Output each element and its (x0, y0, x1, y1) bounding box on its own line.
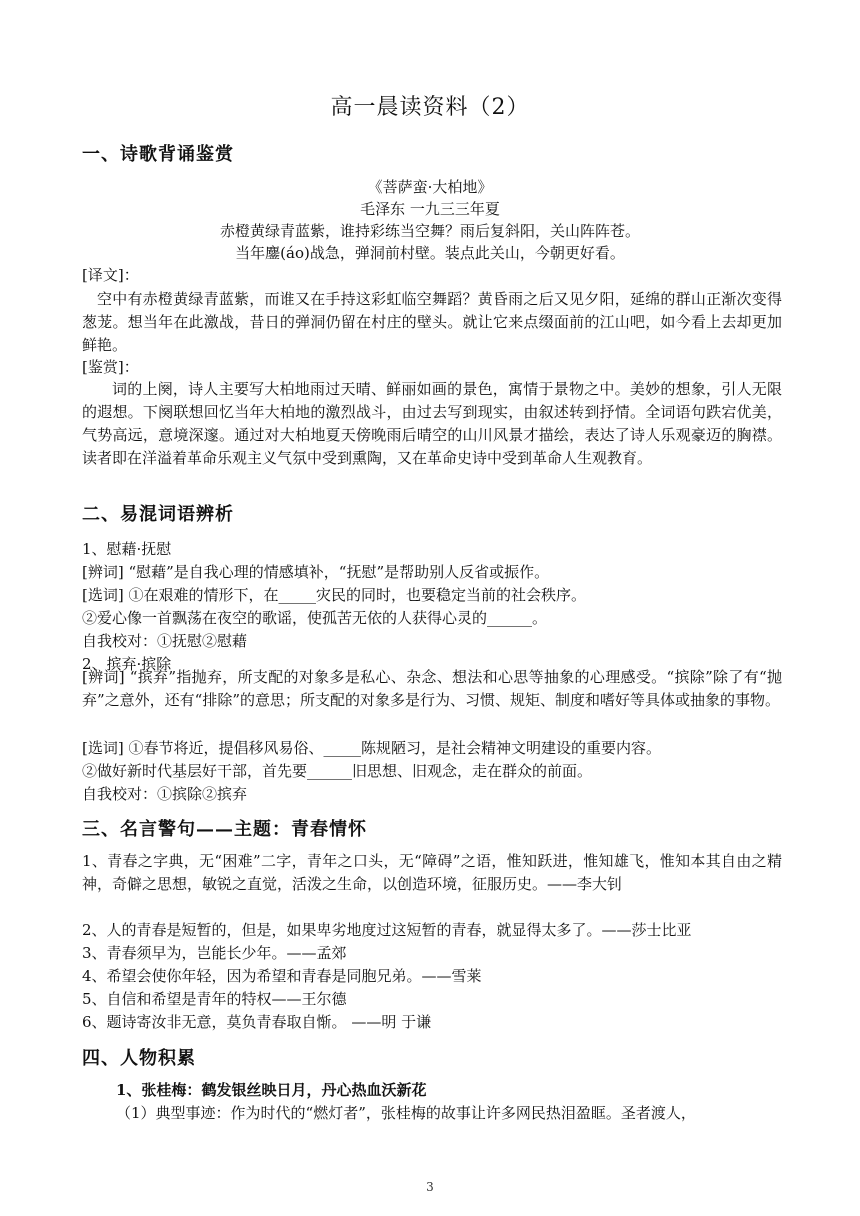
word-pair-2-bian: [辨词] “摈弃”指抛弃，所支配的对象多是私心、杂念、想法和心思等抽象的心理感受。“摈除”除了有“抛弃”之意外，还有“排除”的意思；所支配的对象多是行为、习惯、规矩、制度和嗜好等具体或抽象的事物。 (82, 668, 782, 709)
person-1-title: 1、张桂梅：鹤发银丝映日月，丹心热血沃新花 (116, 1081, 427, 1099)
page-title: 高一晨读资料（2） (330, 95, 530, 120)
appreciation-text: 词的上阕，诗人主要写大柏地雨过天晴、鲜丽如画的景色，寓情于景物之中。美妙的想象，引人无限的遐想。下阕联想回忆当年大柏地的激烈战斗，由过去写到现实，由叙述转到抒情。全词语句跌宕优美，气势高远，意境深邃。通过对大柏地夏天傍晚雨后晴空的山川风景才描绘，表达了诗人乐观豪迈的胸襟。读者即在洋溢着革命乐观主义气氛中受到熏陶，又在革命史诗中受到革命人生观教育。 (82, 380, 782, 467)
poem-line-1: 赤橙黄绿青蓝紫，谁持彩练当空舞？雨后复斜阳，关山阵阵苍。 (219, 222, 640, 240)
word-pair-1-xuan-1: [选词] ①在艰难的情形下，在_____灾民的同时，也要稳定当前的社会秩序。 (82, 586, 586, 604)
word-pair-1-title: 1、慰藉·抚慰 (82, 540, 172, 558)
quote-1: 1、青春之字典，无“困难”二字，青年之口头，无“障碍”之语，惟知跃进，惟知雄飞，惟知本其自由之精神，奇僻之思想，敏锐之直觉，活泼之生命，以创造环境，征服历史。——李大钊 (82, 852, 782, 893)
word-pair-2-title: 2、摈弃·摈除 (82, 655, 172, 673)
word-pair-1-xuan-2: ②爱心像一首飘荡在夜空的歌谣，使孤苦无依的人获得心灵的______。 (82, 609, 548, 627)
quote-6: 6、题诗寄汝非无意，莫负青春取自惭。 ——明 于谦 (82, 1013, 432, 1031)
word-pair-2-check: 自我校对：①摈除②摈弃 (82, 785, 248, 803)
word-pair-1-check: 自我校对：①抚慰②慰藉 (82, 632, 248, 650)
translation-label: [译文]： (82, 266, 139, 284)
quote-4: 4、希望会使你年轻，因为希望和青春是同胞兄弟。——雪莱 (82, 967, 482, 985)
section-heading-poetry: 一、诗歌背诵鉴赏 (82, 144, 234, 165)
poem-title: 《菩萨蛮·大柏地》 (367, 178, 493, 196)
quote-2: 2、人的青春是短暂的，但是，如果卑劣地度过这短暂的青春，就显得太多了。——莎士比亚 (82, 921, 692, 939)
appreciation-label: [鉴赏]： (82, 358, 139, 376)
page-number: 3 (426, 1180, 434, 1194)
word-pair-2-xuan-2: ②做好新时代基层好干部，首先要______旧思想、旧观念，走在群众的前面。 (82, 762, 593, 780)
section-heading-words: 二、易混词语辨析 (82, 504, 234, 525)
quote-3: 3、青春须早为，岂能长少年。——孟郊 (82, 944, 347, 962)
person-1-text: （1）典型事迹：作为时代的“燃灯者”，张桂梅的故事让许多网民热泪盈眶。圣者渡人， (116, 1104, 696, 1122)
translation-text: 空中有赤橙黄绿青蓝紫，而谁又在手持这彩虹临空舞蹈？黄昏雨之后又见夕阳，延绵的群山正渐次变得葱茏。想当年在此激战，昔日的弹洞仍留在村庄的壁头。就让它来点缀面前的江山吧，如今看上去却更加鲜艳。 (82, 290, 782, 354)
quote-5: 5、自信和希望是青年的特权——王尔德 (82, 990, 347, 1008)
word-pair-2-xuan-1: [选词] ①春节将近，提倡移风易俗、_____陈规陋习，是社会精神文明建设的重要内容。 (82, 739, 661, 757)
poem-line-2: 当年鏖(áo)战急，弹洞前村壁。装点此关山，今朝更好看。 (235, 244, 625, 262)
section-heading-quotes: 三、名言警句——主题：青春情怀 (82, 819, 367, 840)
word-pair-1-bian: [辨词] “慰藉”是自我心理的情感填补，“抚慰”是帮助别人反省或振作。 (82, 563, 550, 581)
section-heading-people: 四、人物积累 (82, 1048, 196, 1069)
poem-author: 毛泽东 一九三三年夏 (360, 200, 500, 218)
